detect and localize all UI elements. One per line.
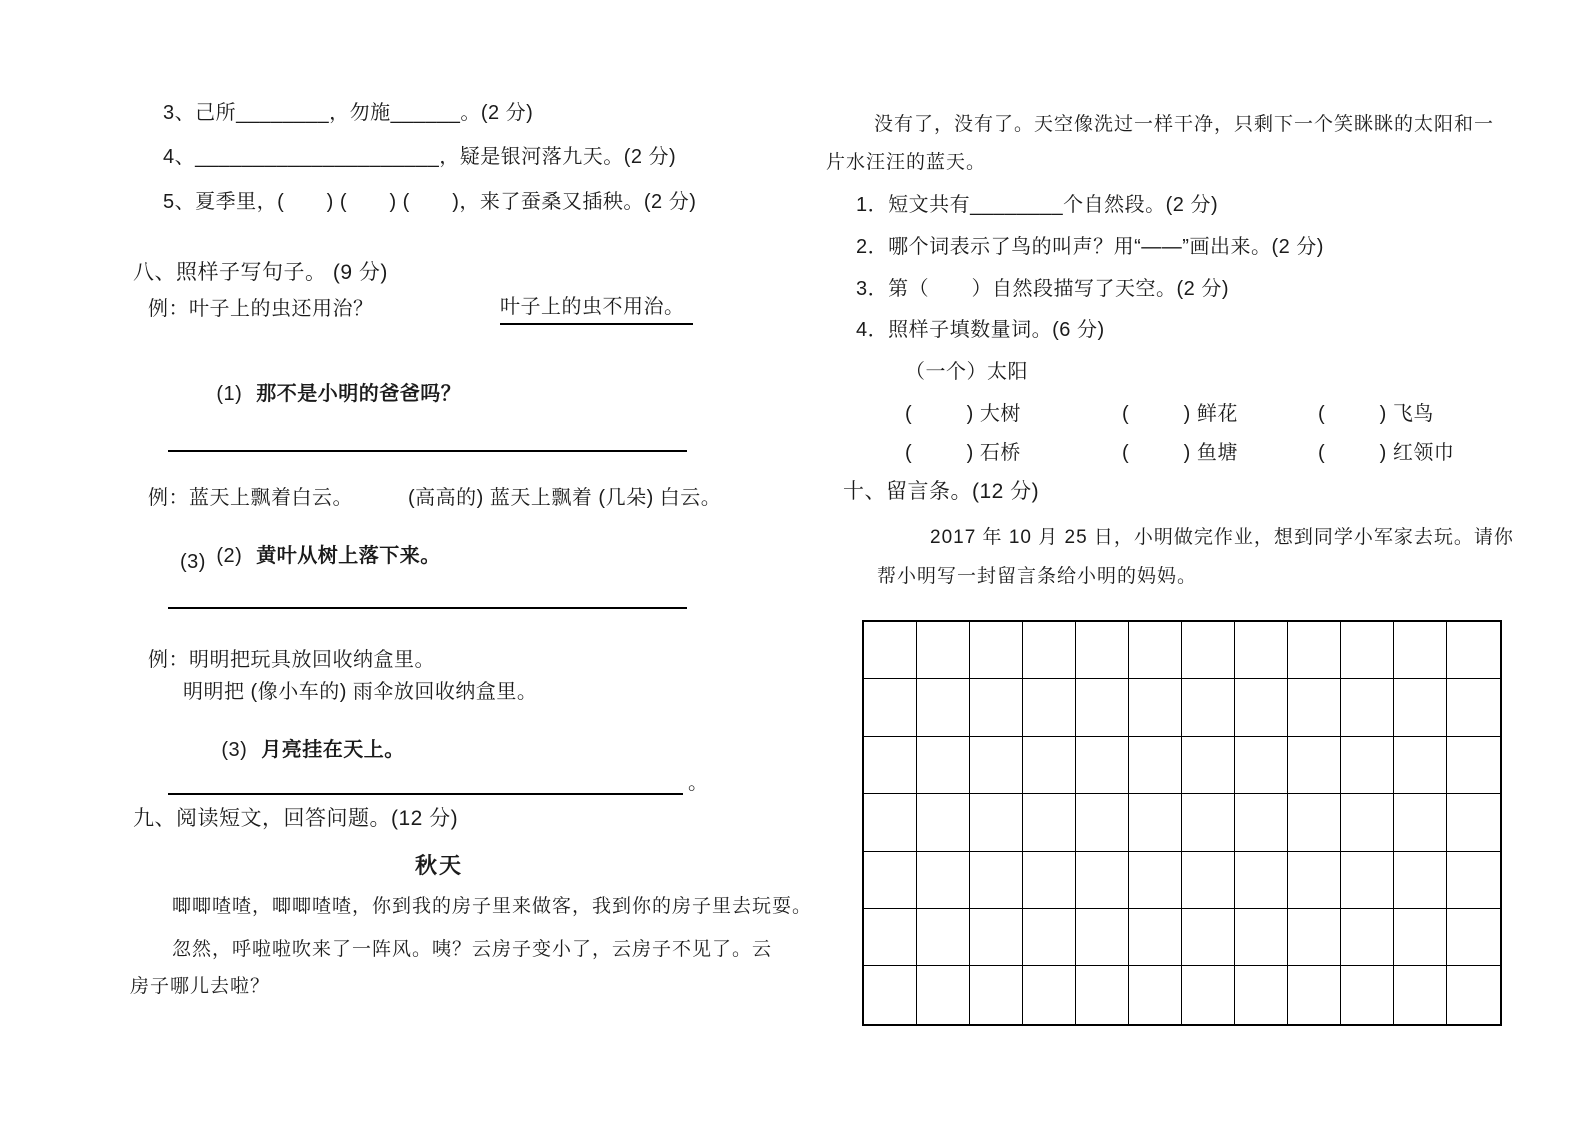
passage-continuation-2: 片水汪汪的蓝天。: [826, 152, 987, 173]
grid-cell: [1182, 622, 1235, 679]
grid-cell: [864, 679, 917, 736]
grid-cell: [1447, 852, 1500, 909]
grid-cell: [1235, 909, 1288, 966]
grid-cell: [970, 737, 1023, 794]
example-1-answer: 叶子上的虫不用治。: [500, 294, 693, 325]
answer-line-3-period: 。: [688, 772, 709, 794]
fill-blank-item-4: 4、_____________________，疑是银河落九天。(2 分): [163, 146, 677, 168]
grid-cell: [1447, 737, 1500, 794]
grid-cell: [1129, 737, 1182, 794]
grid-cell: [1288, 622, 1341, 679]
grid-cell: [1394, 737, 1447, 794]
grid-cell: [970, 679, 1023, 736]
note-prompt-line-1: 2017 年 10 月 25 日，小明做完作业，想到同学小军家去玩。请你: [930, 527, 1514, 548]
grid-cell: [1076, 679, 1129, 736]
grid-cell: [1235, 852, 1288, 909]
grid-cell: [1076, 794, 1129, 851]
grid-cell: [1341, 737, 1394, 794]
fill-blank-item-5: 5、夏季里，( ) ( ) ( )，来了蚕桑又插秧。(2 分): [163, 191, 697, 213]
passage-line-2: 忽然，呼啦啦吹来了一阵风。咦？云房子变小了，云房子不见了。云: [172, 939, 773, 960]
grid-cell: [917, 737, 970, 794]
sentence-item-2: [180, 517, 441, 595]
grid-cell: [864, 852, 917, 909]
writing-grid[interactable]: [862, 620, 1502, 1026]
grid-cell: [1447, 794, 1500, 851]
grid-cell: [1288, 852, 1341, 909]
grid-cell: [1288, 794, 1341, 851]
grid-cell: [1182, 679, 1235, 736]
grid-cell: [1182, 852, 1235, 909]
grid-cell: [1023, 622, 1076, 679]
grid-cell: [864, 794, 917, 851]
grid-cell: [1076, 909, 1129, 966]
reading-question-3: 3．第（ ）自然段描写了天空。(2 分): [856, 278, 1230, 300]
grid-cell: [1235, 737, 1288, 794]
quantity-example: （一个）太阳: [905, 361, 1028, 383]
item-4-text: 月亮挂在天上。: [261, 739, 405, 761]
grid-cell: [1023, 909, 1076, 966]
answer-line-3[interactable]: [168, 793, 683, 795]
grid-cell: [1447, 622, 1500, 679]
reading-passage-title: 秋天: [414, 853, 463, 878]
grid-cell: [970, 794, 1023, 851]
grid-cell: [864, 737, 917, 794]
grid-cell: [1182, 966, 1235, 1023]
grid-cell: [1288, 966, 1341, 1023]
example-3-line-1: 例：明明把玩具放回收纳盒里。: [148, 649, 435, 671]
grid-cell: [917, 622, 970, 679]
grid-cell: [864, 966, 917, 1023]
fill-blank-item-3: 3、己所________，勿施______。(2 分): [163, 102, 534, 124]
grid-cell: [917, 909, 970, 966]
grid-cell: [1394, 909, 1447, 966]
grid-cell: [970, 909, 1023, 966]
grid-cell: [1023, 966, 1076, 1023]
reading-question-1: 1．短文共有________个自然段。(2 分): [856, 194, 1219, 216]
example-2-question: 例：蓝天上飘着白云。: [148, 487, 353, 509]
section-9-heading: 九、阅读短文，回答问题。(12 分): [133, 807, 459, 830]
grid-cell: [1129, 909, 1182, 966]
grid-cell: [1341, 794, 1394, 851]
grid-cell: [1076, 622, 1129, 679]
grid-cell: [1447, 679, 1500, 736]
grid-cell: [917, 794, 970, 851]
grid-cell: [1288, 737, 1341, 794]
grid-cell: [1288, 679, 1341, 736]
quantity-blank-honglingjin: ( ) 红领巾: [1318, 442, 1455, 464]
item-2-text: 黄叶从树上落下来。: [256, 545, 441, 567]
grid-cell: [1394, 852, 1447, 909]
grid-cell: [1447, 966, 1500, 1023]
grid-cell: [970, 966, 1023, 1023]
grid-cell: [1129, 852, 1182, 909]
grid-cell: [1129, 679, 1182, 736]
grid-cell: [917, 852, 970, 909]
grid-cell: [1394, 794, 1447, 851]
grid-cell: [864, 909, 917, 966]
item-2-number: (2): [216, 545, 243, 567]
section-8-heading: 八、照样子写句子。 (9 分): [133, 261, 388, 284]
grid-cell: [1235, 622, 1288, 679]
grid-cell: [864, 622, 917, 679]
grid-cell: [1076, 852, 1129, 909]
grid-cell: [1023, 737, 1076, 794]
grid-cell: [1023, 794, 1076, 851]
grid-cell: [1023, 852, 1076, 909]
reading-question-4: 4．照样子填数量词。(6 分): [856, 319, 1105, 341]
grid-cell: [1341, 909, 1394, 966]
quantity-blank-shiqiao: ( ) 石桥: [905, 442, 1021, 464]
grid-cell: [1394, 622, 1447, 679]
example-1-question: 例：叶子上的虫还用治？: [148, 298, 374, 320]
grid-cell: [1182, 737, 1235, 794]
grid-cell: [1076, 966, 1129, 1023]
section-10-heading: 十、留言条。(12 分): [843, 480, 1040, 503]
grid-cell: [1182, 909, 1235, 966]
example-3-line-2: 明明把 (像小车的) 雨伞放回收纳盒里。: [183, 681, 538, 703]
grid-cell: [1235, 966, 1288, 1023]
note-prompt-line-2: 帮小明写一封留言条给小明的妈妈。: [877, 566, 1198, 587]
grid-cell: [1235, 794, 1288, 851]
passage-line-1: 唧唧喳喳，唧唧喳喳，你到我的房子里来做客，我到你的房子里去玩耍。: [172, 896, 813, 917]
grid-cell: [1394, 679, 1447, 736]
grid-cell: [1023, 679, 1076, 736]
grid-cell: [1129, 622, 1182, 679]
grid-cell: [1341, 966, 1394, 1023]
quantity-blank-yutang: ( ) 鱼塘: [1122, 442, 1238, 464]
passage-line-3: 房子哪儿去啦？: [130, 976, 271, 997]
sentence-item-3-number: (3): [180, 551, 206, 573]
reading-question-2: 2．哪个词表示了鸟的叫声？用“——”画出来。(2 分): [856, 236, 1324, 258]
grid-cell: [1235, 679, 1288, 736]
item-4-number: (3): [221, 739, 248, 761]
answer-line-1[interactable]: [168, 450, 687, 452]
grid-cell: [1076, 737, 1129, 794]
passage-continuation-1: 没有了，没有了。天空像洗过一样干净，只剩下一个笑眯眯的太阳和一: [874, 114, 1495, 135]
grid-cell: [970, 852, 1023, 909]
quantity-blank-xianhua: ( ) 鲜花: [1122, 403, 1238, 425]
item-1-text: 那不是小明的爸爸吗？: [256, 383, 462, 405]
example-2-answer: (高高的) 蓝天上飘着 (几朵) 白云。: [408, 487, 722, 509]
quantity-blank-feiniao: ( ) 飞鸟: [1318, 403, 1434, 425]
grid-cell: [917, 679, 970, 736]
grid-cell: [1341, 622, 1394, 679]
sentence-item-1: [180, 355, 461, 433]
grid-cell: [1129, 794, 1182, 851]
item-1-number: (1): [216, 383, 243, 405]
grid-cell: [917, 966, 970, 1023]
grid-cell: [1288, 909, 1341, 966]
grid-cell: [1182, 794, 1235, 851]
grid-cell: [1341, 852, 1394, 909]
sentence-item-4: [185, 711, 405, 789]
quantity-blank-datree: ( ) 大树: [905, 403, 1021, 425]
grid-cell: [970, 622, 1023, 679]
grid-cell: [1129, 966, 1182, 1023]
grid-cell: [1394, 966, 1447, 1023]
grid-cell: [1341, 679, 1394, 736]
grid-cell: [1447, 909, 1500, 966]
answer-line-2[interactable]: [168, 607, 687, 609]
